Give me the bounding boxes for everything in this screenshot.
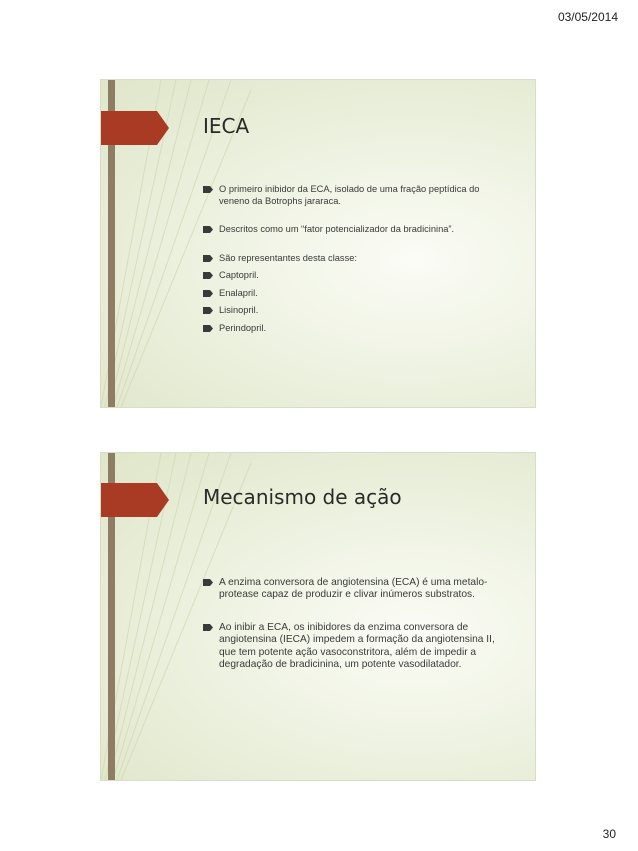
arrow-bullet-icon xyxy=(203,270,213,281)
bullet-item xyxy=(203,577,503,602)
bullet-text: Enalapril. xyxy=(219,287,258,298)
arrow-bullet-icon xyxy=(203,577,213,588)
bullet-text: Descritos como um “fator potencializador da bradicinina”. xyxy=(219,224,455,234)
arrow-bullet-icon xyxy=(203,288,213,299)
bullet-text: Captopril. xyxy=(219,270,259,280)
bullet-item xyxy=(203,323,503,335)
arrow-bullet-icon xyxy=(203,184,213,195)
bullet-item xyxy=(203,253,503,265)
page-date: 03/05/2014 xyxy=(557,10,618,24)
bullet-item xyxy=(203,305,503,317)
title-marker-arrow xyxy=(101,483,169,517)
slide-title: Mecanismo de ação xyxy=(203,485,402,509)
bullet-item xyxy=(203,288,503,300)
slide-title: IECA xyxy=(203,114,250,138)
bullet-list xyxy=(203,184,503,334)
bullet-text: São representantes desta classe: xyxy=(219,252,357,263)
arrow-bullet-icon xyxy=(203,622,213,633)
bullet-list xyxy=(203,577,503,671)
bullet-text: Perindopril. xyxy=(219,322,267,333)
bullet-text: Lisinopril. xyxy=(219,305,259,315)
arrow-bullet-icon xyxy=(203,224,213,235)
bullet-item xyxy=(203,184,503,207)
arrow-bullet-icon xyxy=(203,323,213,334)
bullet-text: Ao inibir a ECA, os inibidores da enzima conversora de angiotensina (IECA) impedem a formação da angiotensina II, que tem potente ação vasoconstritora, além de impedir a degradação de bradicinina, um potente vasodilatador. xyxy=(219,621,495,671)
bullet-item xyxy=(203,622,503,672)
bullet-text: O primeiro inibidor da ECA, isolado de uma fração peptídica do veneno da Botrophs jararaca. xyxy=(219,184,480,206)
arrow-bullet-icon xyxy=(203,253,213,264)
slide-mecanismo xyxy=(100,452,536,781)
bullet-item xyxy=(203,270,503,282)
arrow-bullet-icon xyxy=(203,305,213,316)
bullet-text: A enzima conversora de angiotensina (ECA) é uma metalo-protease capaz de produzir e clivar inúmeros substratos. xyxy=(219,577,488,601)
bullet-item xyxy=(203,224,503,236)
slide-ieca xyxy=(100,79,536,408)
page-number: 30 xyxy=(602,827,616,841)
title-marker-arrow xyxy=(101,111,169,145)
